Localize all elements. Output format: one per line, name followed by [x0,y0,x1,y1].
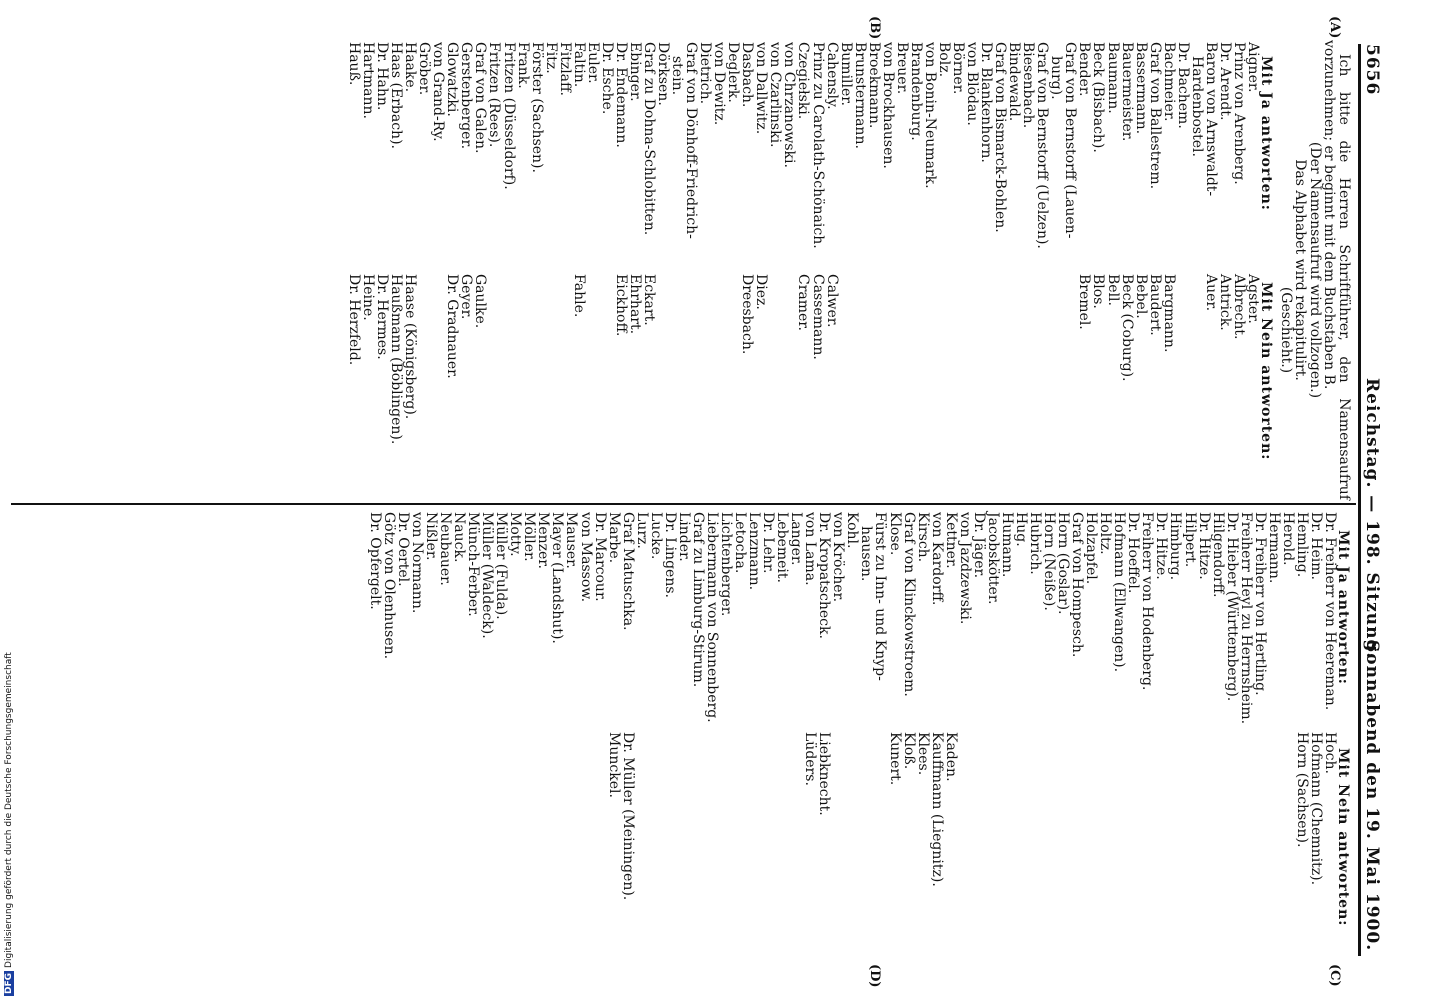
name-entry: von Blödau. [964,42,981,126]
name-entry: Ehrhart. [626,274,643,335]
name-entry: Motty. [507,512,524,557]
intro-line-3: Das Alphabet wird rekapitulirt. [1292,159,1309,381]
name-entry: Prinz von Arenberg. [1230,42,1247,185]
name-entry: Himburg. [1167,512,1184,581]
name-entry: Dr. Marcour. [591,512,608,602]
name-entry: Kauffmann (Liegnitz). [928,732,945,887]
name-entry: Klose. [886,512,903,556]
name-entry [1063,274,1077,444]
name-entry: von Bonin-Neumark. [921,42,938,189]
name-entry: Gaulke. [472,274,489,329]
name-entry: Baudert. [1146,274,1163,336]
name-entry [1021,274,1035,444]
name-entry [873,732,887,900]
left-ja-heading: Mit Ja antworten: [1258,56,1274,211]
name-entry: Fürst zu Inn- und Knyp- [872,512,889,681]
name-entry: hausen. [858,526,875,582]
name-entry: Aigner. [1245,42,1261,93]
name-entry: Bumiller. [837,42,854,106]
name-entry: Lenzmann. [746,512,763,591]
name-entry: Dr. Kropatscheck. [816,512,833,639]
name-entry: Lurz. [633,512,650,549]
name-entry: Götz von Olenhusen. [380,512,397,660]
page-number: 5656 [1362,44,1382,96]
name-entry: Graf zu Dohna-Schlobitten. [640,42,657,236]
name-entry: Graf von Galen. [472,42,489,154]
name-entry: Letocha. [732,512,749,574]
left-nein-heading: Mit Nein antworten: [1258,282,1274,461]
name-entry: burg). [1048,56,1065,100]
name-entry: Freiherr von Hodenberg. [1139,512,1156,691]
side-caption-text: Digitalisierung gefördert durch die Deutsche Forschungsgemeinschaft [4,652,14,968]
name-entry: Marbe. [605,512,622,564]
name-entry [663,732,677,900]
name-entry: Dr. Hahn. [374,42,391,111]
name-entry: Humann. [998,512,1015,578]
name-entry: von Brockhausen. [879,42,896,169]
intro-line-2: (Der Namensaufruf wird vollzogen.) [1307,141,1323,399]
name-entry [986,732,1000,900]
name-entry: Agster. [1245,274,1261,324]
name-entry: Müller (Waldeck). [479,512,496,639]
name-entry: Börner. [950,42,967,95]
name-entry [1140,732,1154,900]
name-entry: Dr. Lingens. [661,512,678,598]
name-entry: Haas (Erbach). [388,42,405,149]
name-entry: Euler. [584,42,601,84]
name-entry [958,732,972,900]
name-entry: Dr. Gradnauer. [444,274,461,379]
name-entry: Eckart. [640,274,657,326]
name-entry: Heine. [360,274,377,321]
name-entry [1007,274,1021,444]
name-entry: Geyer. [458,274,475,320]
name-entry [1168,732,1182,900]
name-entry: Hug. [1012,512,1029,547]
name-entry: Gröber. [416,42,433,96]
name-entry: Haußmann (Böblingen). [388,274,405,445]
name-entry [789,732,803,900]
name-entry: Bender. [1076,42,1093,97]
name-entry: Langer. [788,512,805,566]
column-rule [11,503,1356,505]
name-entry: Cassemann. [809,274,826,360]
name-entry [1014,732,1028,900]
name-entry [979,274,993,444]
name-entry: Haase (Königsberg). [402,274,419,420]
name-entry: Calwer. [823,274,840,328]
name-entry [586,274,600,444]
name-entry: Bolz. [935,42,952,78]
name-entry [845,732,859,900]
name-entry: Förster (Sachsen). [528,42,545,173]
name-entry: Bremel. [1076,274,1093,330]
name-entry: Lebemeit. [774,512,791,583]
name-entry: Graf von Hompesch. [1069,512,1086,658]
name-entry: Dr. Hoeffel. [1125,512,1142,594]
name-entry [698,274,712,444]
name-entry: Gerstenberger. [458,42,475,150]
name-entry [1182,732,1196,900]
name-entry: Dr. Hitze. [1153,512,1170,580]
name-entry: Kohl. [844,512,861,549]
margin-mark-c: (C) [1327,964,1342,987]
name-entry: Fahle. [570,274,587,318]
name-entry [656,274,670,444]
name-entry [530,274,544,444]
name-entry: Horn (Neiße). [1041,512,1058,611]
name-entry [923,274,937,444]
name-entry: Graf Matuschka. [619,512,636,631]
right-ja-column [368,512,1337,724]
name-entry [516,274,530,444]
name-entry: Linder. [675,512,692,562]
name-entry [993,274,1007,444]
name-entry: Bachmeier. [1160,42,1177,122]
name-entry: Antrick. [1216,274,1233,331]
name-entry: Mayer (Landshut). [549,512,566,644]
name-entry [881,274,895,444]
name-entry: Dietrich. [697,42,714,105]
name-entry: Klees. [914,732,931,776]
name-entry [951,274,965,444]
name-entry: Dr. Endemann. [612,42,629,148]
name-entry [1267,732,1281,900]
name-entry: Graf zu Limburg-Stirum. [689,512,706,688]
name-entry [1281,732,1295,900]
name-entry: Deglerk. [725,42,742,103]
name-entry [761,732,775,900]
name-entry [775,732,789,900]
name-entry: Bauermeister. [1118,42,1135,142]
name-entry: Dr. Hitze. [1195,512,1212,580]
name-entry: Blos. [1090,274,1107,309]
name-entry [839,274,853,444]
name-entry: Dr. Esche. [598,42,615,115]
name-entry: Biesenbach. [1020,42,1037,129]
margin-mark-d: (D) [867,964,882,988]
name-entry [1211,732,1225,900]
name-entry: Lichtenberger. [717,512,734,617]
name-entry: Frank. [514,42,531,89]
name-entry [705,732,719,900]
name-entry: Möller. [521,512,538,562]
name-entry: Dr. Bachem. [1174,42,1191,129]
name-entry: Kaden. [942,732,959,782]
name-entry: Breuer. [893,42,910,95]
right-nein-heading: Mit Nein antworten: [1335,748,1351,927]
name-entry [853,274,867,444]
name-entry: Graf von Bernstorff (Lauen- [1062,42,1079,239]
name-entry [417,274,431,444]
name-entry: von Dallwitz. [753,42,770,135]
name-entry [859,732,873,900]
name-entry: Hoch. [1322,732,1338,774]
name-entry: stein. [669,56,686,96]
name-entry: von Kröcher. [830,512,847,603]
name-entry: Hubrich. [1027,512,1044,575]
name-entry: Glowatzki. [444,42,461,117]
name-entry: Brunstermann. [851,42,868,149]
name-entry: Hauß. [346,42,362,86]
left-nein-column [347,274,1260,444]
name-entry: Hofmann (Ellwangen). [1111,512,1128,673]
intro-text [1279,40,1352,500]
name-entry: Dr. Hieber (Württemberg). [1223,512,1240,702]
name-entry: von Lama. [802,512,819,586]
side-caption [4,652,14,996]
name-entry: Dr. Arendt. [1216,42,1233,121]
name-entry: Cahensly. [823,42,840,110]
name-entry: Hilpert. [1181,512,1198,568]
name-entry: Kirsch. [914,512,931,563]
name-entry: Kloß. [900,732,917,770]
name-entry: Dasbach. [739,42,756,108]
name-entry [726,274,740,444]
name-entry: Dr. Lehr. [760,512,777,574]
name-entry: Müller (Fulda). [493,512,510,620]
name-entry: Munckel. [605,732,622,798]
name-entry: Graf von Bismarck-Bohlen. [992,42,1009,233]
name-entry: Bassermann. [1132,42,1149,135]
name-entry: Menzer. [535,512,552,569]
name-entry: Dr. Blankenhorn. [978,42,995,163]
margin-mark-b: (B) [867,16,882,40]
name-entry: Dr. Freiherr von Hertling. [1251,512,1268,696]
name-entry [895,274,909,444]
name-entry: Dr. Hermes. [374,274,391,360]
name-entry: Bindewald. [1006,42,1023,122]
name-entry [1190,274,1204,444]
name-entry: Czegiełski. [795,42,812,120]
name-entry: von Grand-Ry. [430,42,447,142]
name-entry: Lucke. [647,512,664,560]
name-entry: Beck (Coburg). [1118,274,1135,382]
name-entry [1042,732,1056,900]
name-entry: Diez. [753,274,770,310]
name-entry: Beck (Bisbach). [1090,42,1107,153]
name-entry: Ebinger. [626,42,643,102]
name-entry: von Jazdzewski. [956,512,973,625]
name-entry: Auer. [1202,274,1219,312]
name-entry: Prinz zu Carolath-Schönaich. [809,42,826,249]
name-entry: von Massow. [577,512,594,603]
name-entry [733,732,747,900]
name-entry: Liebermann von Sonnenberg. [703,512,720,723]
name-entry: Holtz. [1097,512,1114,555]
dfg-logo: DFG [4,972,14,994]
name-entry [1154,732,1168,900]
name-entry [649,732,663,900]
name-entry [677,732,691,900]
name-entry [670,274,684,444]
name-entry [501,274,515,444]
name-entry: Nauck. [451,512,468,563]
name-entry [712,274,726,444]
name-entry [965,274,979,444]
header-date: Sonnabend den 19. Mai 1900. [1362,640,1382,952]
name-entry: von Dewitz. [711,42,728,126]
name-entry: Dr. Opfergelt. [366,512,383,610]
name-entry [544,274,558,444]
name-entry: Bargmann. [1160,274,1177,353]
name-entry: Horn (Goslar). [1055,512,1072,615]
name-entry: Dr. Herzfeld. [346,274,362,366]
name-entry [635,732,649,900]
name-entry: Albrecht. [1230,274,1247,340]
right-nein-column [607,732,1337,900]
right-ja-heading: Mit Ja antworten: [1335,530,1351,685]
name-entry: Dr. Freiherr von Heereman. [1322,512,1338,711]
name-entry [1197,732,1211,900]
name-entry: Dreesbach. [739,274,756,355]
intro-line-1: Ich bitte die Herren Schriftführer, den Namensaufruf vorzunehmen; er beginnt mit dem Buchstaben B. [1321,40,1352,500]
name-entry [1056,732,1070,900]
name-entry: Broekmann. [865,42,882,129]
name-entry [1028,732,1042,900]
name-entry [691,732,705,900]
name-entry [782,274,796,444]
name-entry [1176,274,1190,444]
name-entry [1239,732,1253,900]
name-entry [431,274,445,444]
name-entry [867,274,881,444]
name-entry: Hemling. [1293,512,1310,578]
name-entry: Holzapfel. [1083,512,1100,585]
name-entry: Mauser. [563,512,580,569]
name-entry [972,732,986,900]
name-entry [600,274,614,444]
name-entry [831,732,845,900]
margin-mark-a: (A) [1327,16,1342,39]
name-entry [909,274,923,444]
name-entry [1253,732,1267,900]
left-ja-column [347,42,1260,249]
name-entry: Dörksen. [655,42,672,106]
header-rule [1358,44,1361,956]
name-entry: Fritzen (Rees). [486,42,503,148]
header-title: Reichstag. — 198. Sitzung. [1362,378,1382,660]
name-entry: Eickhoff. [612,274,629,337]
name-entry [1000,732,1014,900]
name-entry: Dr. Oertel. [394,512,411,587]
name-entry [487,274,501,444]
name-entry: Fritzen (Düsseldorf). [500,42,517,190]
name-entry [684,274,698,444]
name-entry: Dr. Müller (Meiningen). [619,732,636,901]
name-entry: von Chrzanowski. [781,42,798,168]
name-entry: Faltin. [570,42,587,88]
name-entry: von Czarlinski. [767,42,784,148]
name-entry: Nißler. [423,512,439,561]
name-entry: Bebel. [1132,274,1149,319]
name-entry: Baumann. [1104,42,1121,114]
name-entry [1098,732,1112,900]
name-entry: Kettner. [942,512,959,569]
name-entry: Liebknecht. [816,732,833,816]
name-entry: von Normann. [408,512,425,614]
name-entry: Freiherr Heyl zu Herrnsheim. [1237,512,1254,725]
name-entry [1035,274,1049,444]
name-entry: Graf von Ballestrem. [1146,42,1163,190]
name-entry: Dr. Jäger. [970,512,987,579]
name-entry: Cramer. [795,274,812,331]
name-entry: Brandenburg. [907,42,924,141]
name-entry: Hilgendorff. [1209,512,1226,598]
name-entry: Dr. Heim. [1307,512,1324,580]
name-entry [768,274,782,444]
name-entry: Kunert. [886,732,903,786]
name-entry: Münch-Ferber. [465,512,482,617]
name-entry [1049,274,1063,444]
name-entry: Haake. [402,42,419,93]
name-entry: Bell. [1104,274,1121,306]
name-entry: Hartmann. [360,42,377,119]
name-entry [719,732,733,900]
name-entry: Herold. [1279,512,1296,566]
name-entry: Neubauer. [437,512,454,586]
name-entry [1070,732,1084,900]
name-entry: Fitz. [542,42,559,74]
name-entry [1112,732,1126,900]
name-entry [937,274,951,444]
name-entry [1225,732,1239,900]
name-entry [747,732,761,900]
name-entry [1126,732,1140,900]
name-entry: Graf von Klinckowstroem. [900,512,917,697]
name-entry: Fitzlaff. [556,42,573,96]
name-entry: Hermann. [1265,512,1282,584]
name-entry: Hardenbostel. [1188,56,1205,157]
name-entry: Graf von Dönhoff-Friedrich- [683,42,700,239]
name-entry: von Kardorff. [928,512,945,606]
name-entry: Lüders. [802,732,819,786]
name-entry: Horn (Sachsen). [1293,732,1310,848]
name-entry: Hofmann (Chemnitz). [1307,732,1324,886]
intro-line-4: (Geschieht.) [1278,286,1294,374]
name-entry [1084,732,1098,900]
name-entry [558,274,572,444]
name-entry: Graf von Bernstorff (Uelzen). [1034,42,1051,249]
name-entry: Baron von Arnswaldt- [1202,42,1219,197]
name-entry: Jacobskötter. [984,512,1001,605]
